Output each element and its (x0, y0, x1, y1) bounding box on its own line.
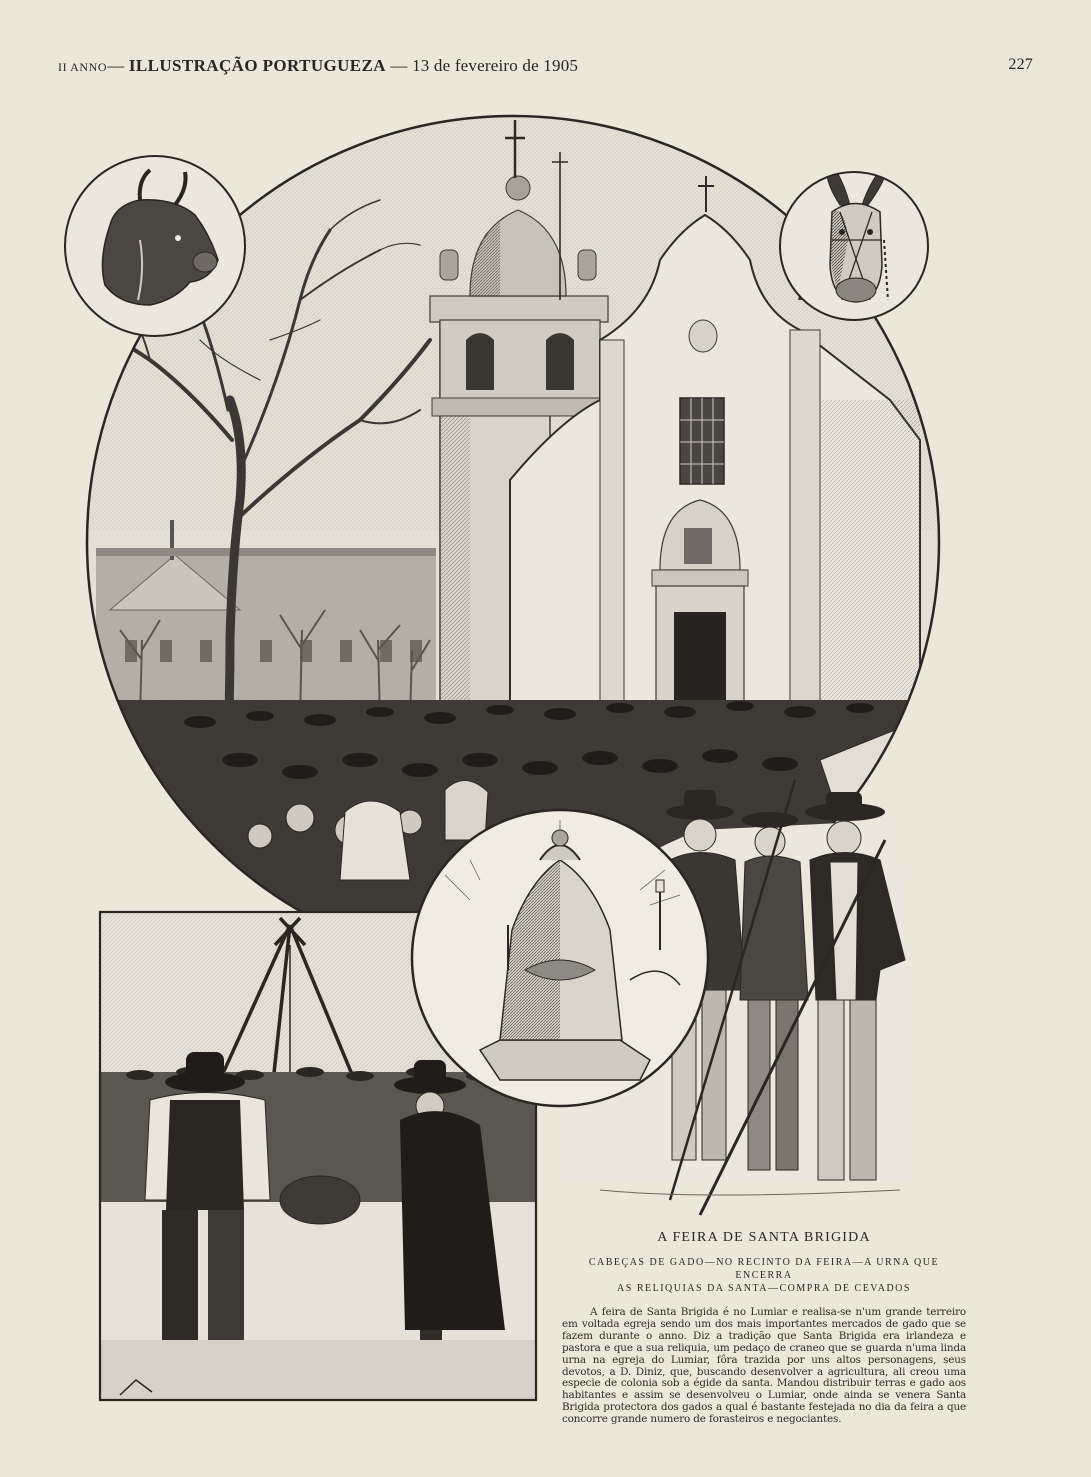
urn-medallion (412, 810, 708, 1106)
running-head-left: II ANNO— ILLUSTRAÇÃO PORTUGUEZA — 13 de fevereiro de 1905 (58, 56, 579, 75)
issue-date: 13 de fevereiro de 1905 (412, 56, 579, 75)
caption-title: A FEIRA DE SANTA BRIGIDA (657, 1230, 871, 1245)
magazine-title: ILLUSTRAÇÃO PORTUGUEZA (128, 56, 386, 75)
ox-medallion (65, 156, 245, 336)
donkey-medallion (780, 160, 928, 320)
caption-subtitle-line-2: AS RELIQUIAS DA SANTA—COMPRA DE CEVADOS (617, 1283, 911, 1294)
caption-subtitle-line-1: CABEÇAS DE GADO—NO RECINTO DA FEIRA—A URNA QUE ENCERRA (588, 1257, 940, 1281)
caption-subtitle (562, 1256, 966, 1295)
background-building (96, 520, 436, 718)
caption-block (562, 1230, 966, 1426)
volume-label: II ANNO (58, 60, 108, 74)
caption-body-text: A feira de Santa Brigida é no Lumiar e realisa-se n'um grande terreiro em voltada egreja sendo um dos mais importantes mercados de gado que se fazem durante o anno. Diz a tradição que Santa Brigida era irlandeza e pastora e que a sua reliquia, um pedaço de craneo que se guarda n'uma linda urna na egreja do Lumiar, fôra trazida por uns altos personagens, seus devotos, a D. Diniz, que, buscando desenvolver a agricultura, ali creou uma especie de colonia sob a égide da santa. Mandou distribuir terras e gado aos habitantes e assim se desenvolveu o Lumiar, onde ainda se venera Santa Brigida protectora dos gados a qual é bastante festejada no dia da feira a que concorre grande numero de forasteiros e negociantes. (562, 1306, 966, 1426)
page-number: 227 (1008, 56, 1033, 73)
